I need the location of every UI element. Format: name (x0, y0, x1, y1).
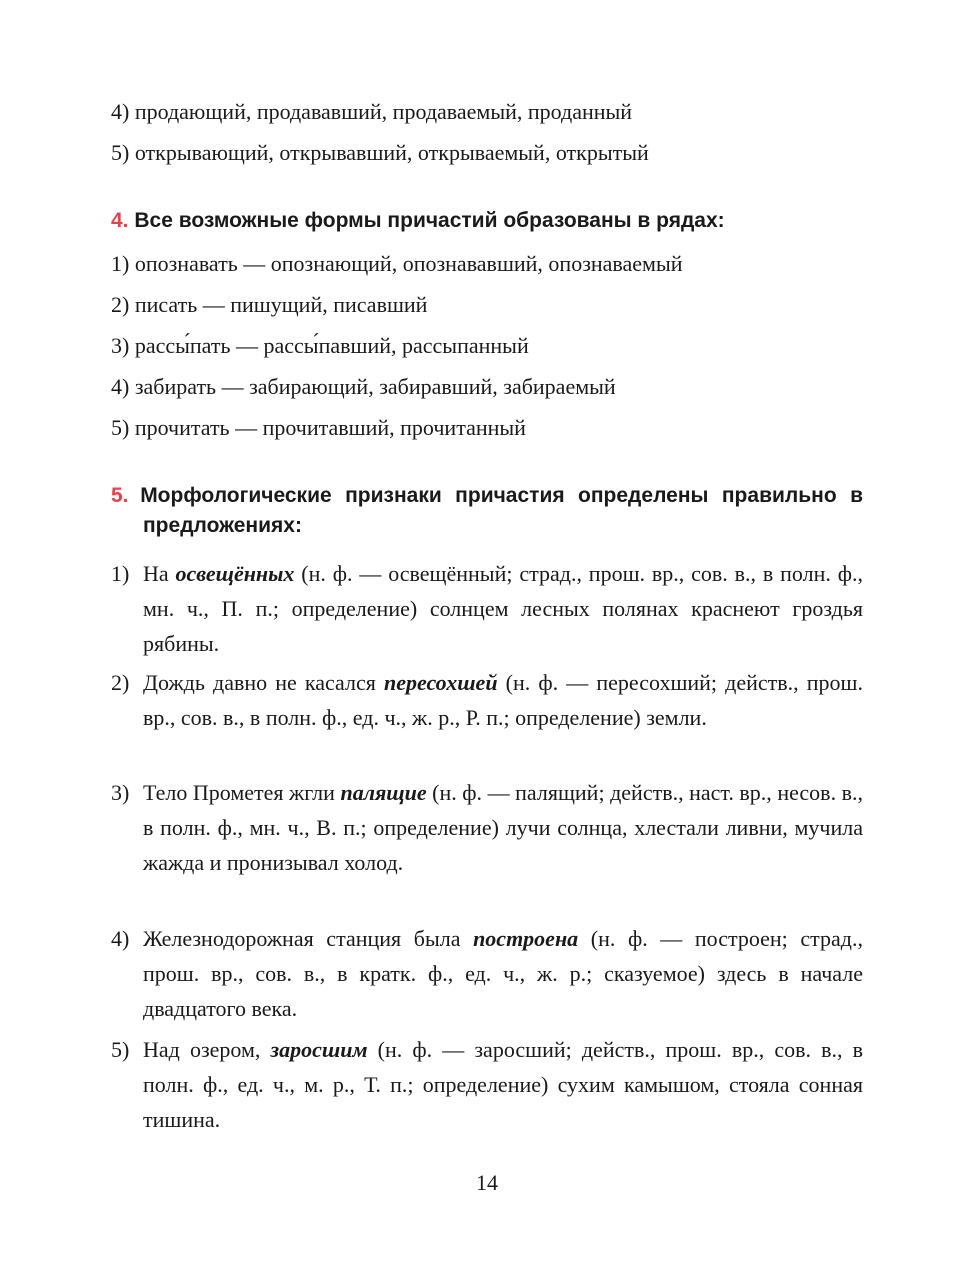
highlighted-participle: пересохшей (383, 670, 498, 695)
question-number: 4. (111, 209, 129, 232)
question-number: 5. (111, 484, 129, 507)
answer-option: 3) рассы́пать — рассы́павший, рассыпанный (111, 333, 529, 358)
answer-option: 5) открывающий, открывавший, открываемый, открытый (111, 140, 649, 165)
question-text: Все возможные формы причастий образованы в рядах: (134, 209, 725, 232)
list-item: 1) На освещённых (н. ф. — освещённый; страд., прош. вр., сов. в., в полн. ф., мн. ч., П. п.; определение) солнцем лесных полянах краснеют гроздья рябины. (111, 561, 864, 656)
list-item: 2) Дождь давно не касался пересохшей (н. ф. — пересохший; действ., прош. вр., сов. в., в полн. ф., ед. ч., ж. р., Р. п.; определение) земли. (111, 670, 863, 730)
list-item: 3) Тело Прометея жгли палящие (н. ф. — палящий; действ., наст. вр., несов. в., в полн. ф., мн. ч., В. п.; определение) лучи солнца, хлестали ливни, мучила жажда и пронизывал холод. (111, 780, 863, 875)
highlighted-participle: построена (473, 926, 579, 951)
highlighted-participle: палящие (340, 780, 427, 805)
answer-option: 2) писать — пишущий, писавший (111, 292, 428, 317)
answer-option: 4) забирать — забирающий, забиравший, забираемый (111, 374, 616, 399)
question-4-heading (111, 206, 725, 236)
list-item: 4) Железнодорожная станция была построена (н. ф. — построен; страд., прош. вр., сов. в., в кратк. ф., ед. ч., ж. р.; сказуемое) здесь в начале двадцатого века. (111, 926, 863, 1021)
question-5-heading (111, 481, 863, 541)
page-number: 14 (476, 1170, 498, 1195)
list-item: 5) Над озером, заросшим (н. ф. — заросший; действ., прош. вр., сов. в., в полн. ф., ед. ч., м. р., Т. п.; определение) сухим камышом, стояла сонная тишина. (111, 1037, 863, 1132)
highlighted-participle: заросшим (270, 1037, 368, 1062)
question-text-continued: предложениях: (143, 514, 302, 537)
answer-option: 1) опознавать — опознающий, опознававший, опознаваемый (111, 251, 683, 276)
answer-option: 5) прочитать — прочитавший, прочитанный (111, 415, 526, 440)
question-text: Морфологические признаки причастия определены правильно в (140, 484, 863, 507)
highlighted-participle: освещённых (175, 561, 295, 586)
answer-option: 4) продающий, продававший, продаваемый, проданный (111, 99, 633, 124)
